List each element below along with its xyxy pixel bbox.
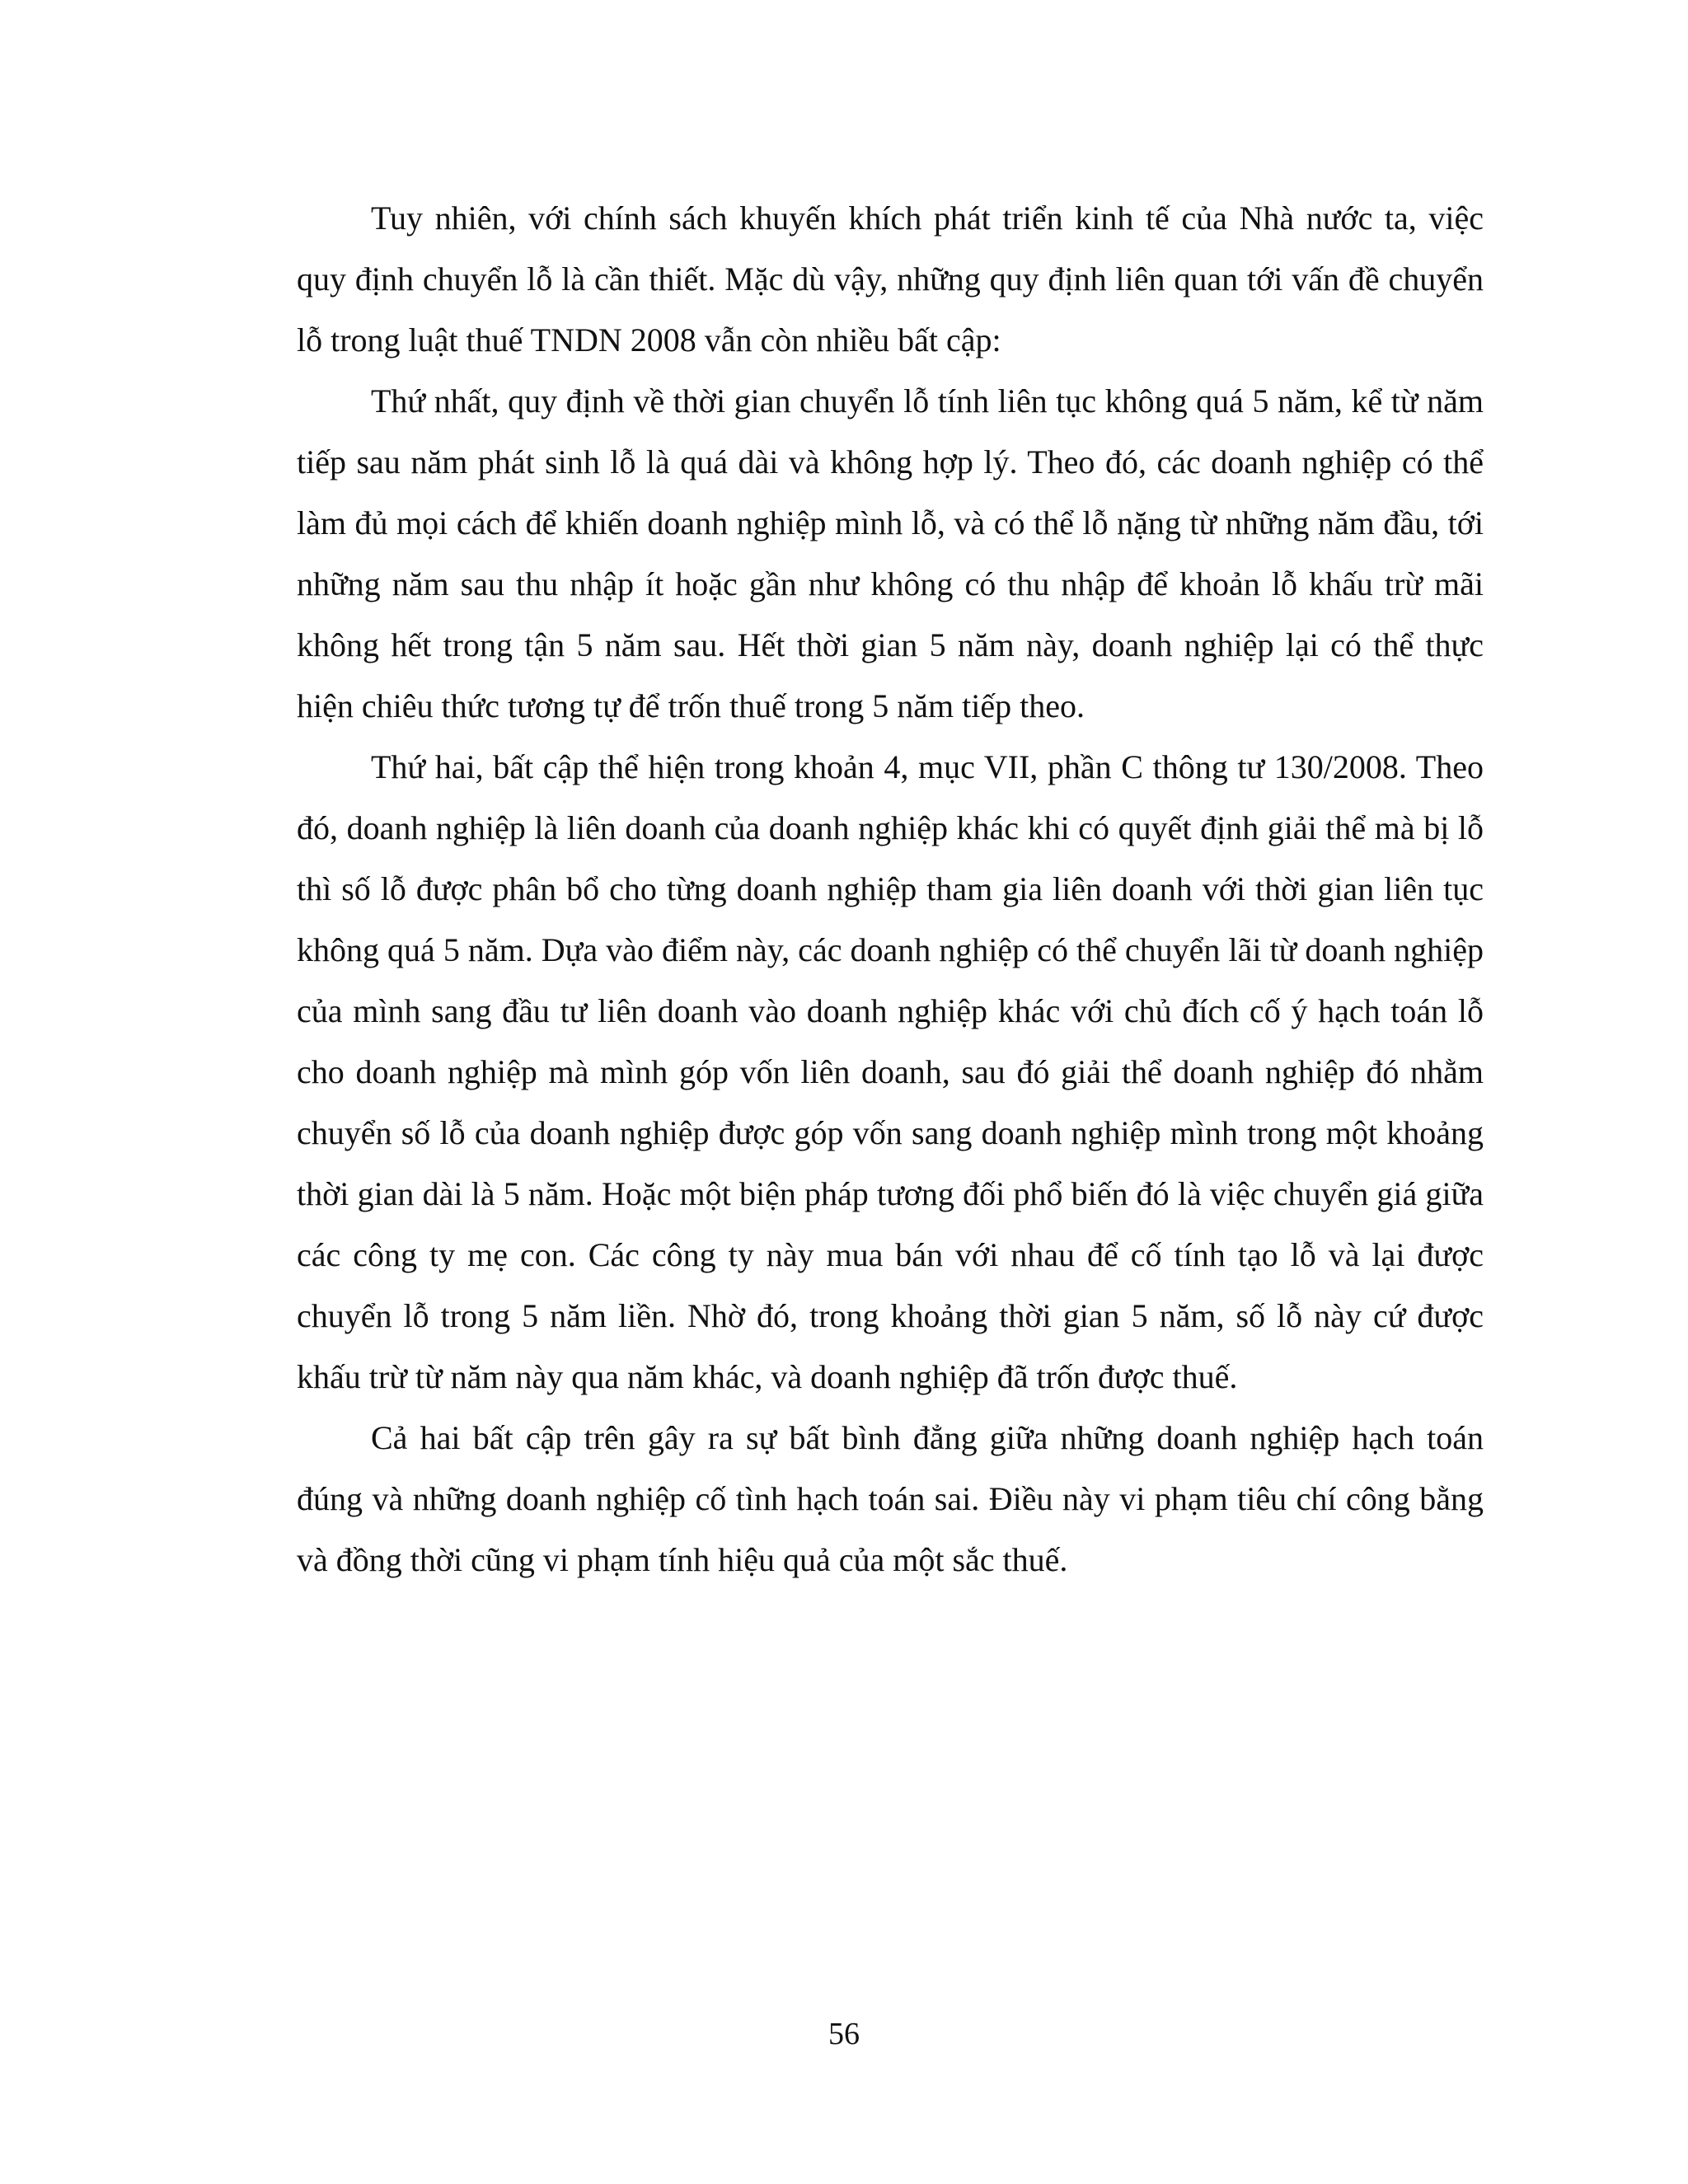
body-text (297, 188, 1484, 1591)
paragraph-second-issue: Thứ hai, bất cập thể hiện trong khoản 4, mục VII, phần C thông tư 130/2008. Theo đó, doanh nghiệp là liên doanh của doanh nghiệp khác khi có quyết định giải thể mà bị lỗ thì số lỗ được phân bổ cho từng doanh nghiệp tham gia liên doanh với thời gian liên tục không quá 5 năm. Dựa vào điểm này, các doanh nghiệp có thể chuyển lãi từ doanh nghiệp của mình sang đầu tư liên doanh vào doanh nghiệp khác với chủ đích cố ý hạch toán lỗ cho doanh nghiệp mà mình góp vốn liên doanh, sau đó giải thể doanh nghiệp đó nhằm chuyển số lỗ của doanh nghiệp được góp vốn sang doanh nghiệp mình trong một khoảng thời gian dài là 5 năm. Hoặc một biện pháp tương đối phổ biến đó là việc chuyển giá giữa các công ty mẹ con. Các công ty này mua bán với nhau để cố tính tạo lỗ và lại được chuyển lỗ trong 5 năm liền. Nhờ đó, trong khoảng thời gian 5 năm, số lỗ này cứ được khấu trừ từ năm này qua năm khác, và doanh nghiệp đã trốn được thuế. (297, 748, 1484, 1395)
paragraph-intro: Tuy nhiên, với chính sách khuyến khích phát triển kinh tế của Nhà nước ta, việc quy định chuyển lỗ là cần thiết. Mặc dù vậy, những quy định liên quan tới vấn đề chuyển lỗ trong luật thuế TNDN 2008 vẫn còn nhiều bất cập: (297, 199, 1484, 359)
page-number: 56 (828, 2017, 860, 2051)
paragraph-conclusion: Cả hai bất cập trên gây ra sự bất bình đẳng giữa những doanh nghiệp hạch toán đúng và những doanh nghiệp cố tình hạch toán sai. Điều này vi phạm tiêu chí công bằng và đồng thời cũng vi phạm tính hiệu quả của một sắc thuế. (297, 1419, 1484, 1578)
paragraph-first-issue: Thứ nhất, quy định về thời gian chuyển lỗ tính liên tục không quá 5 năm, kể từ năm tiếp sau năm phát sinh lỗ là quá dài và không hợp lý. Theo đó, các doanh nghiệp có thể làm đủ mọi cách để khiến doanh nghiệp mình lỗ, và có thể lỗ nặng từ những năm đầu, tới những năm sau thu nhập ít hoặc gần như không có thu nhập để khoản lỗ khấu trừ mãi không hết trong tận 5 năm sau. Hết thời gian 5 năm này, doanh nghiệp lại có thể thực hiện chiêu thức tương tự để trốn thuế trong 5 năm tiếp theo. (297, 382, 1484, 724)
